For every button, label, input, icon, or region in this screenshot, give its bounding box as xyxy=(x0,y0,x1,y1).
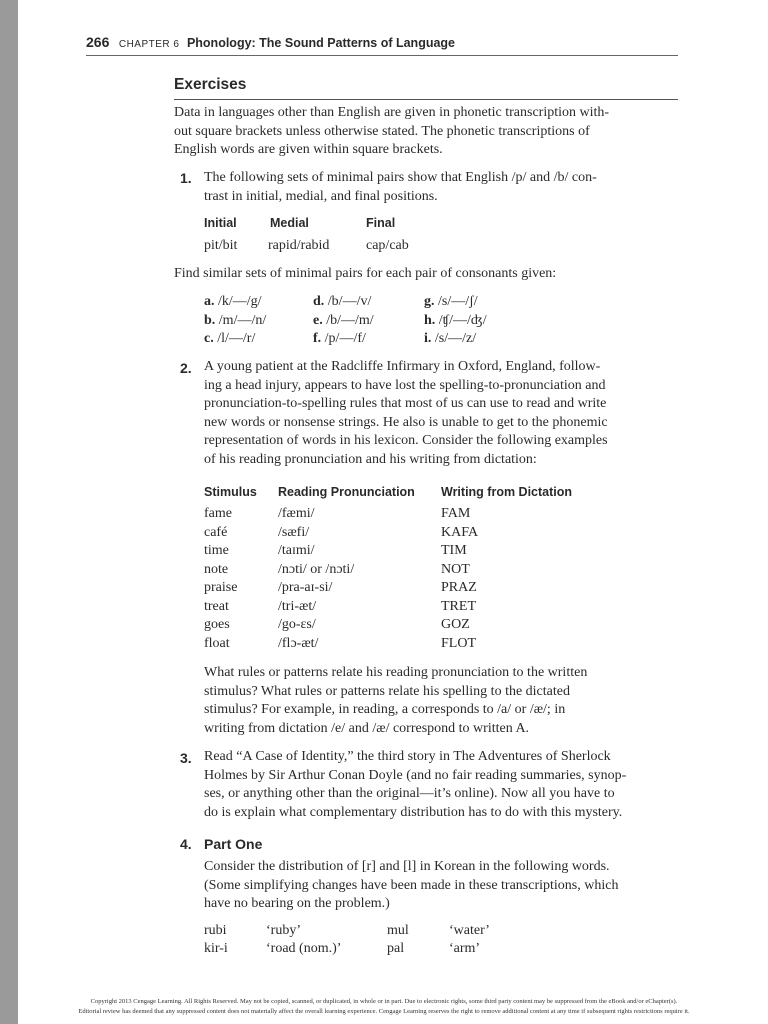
table-cell: PRAZ xyxy=(441,580,477,595)
table-cell: cap/cab xyxy=(366,238,409,253)
pair-label: e. xyxy=(313,313,323,328)
pair-label: f. xyxy=(313,331,322,346)
text-line: A young patient at the Radcliffe Infirmary in Oxford, England, follow- xyxy=(204,359,601,374)
text-line: out square brackets unless otherwise stated. The phonetic transcriptions of xyxy=(174,123,590,139)
pair-item xyxy=(313,294,371,310)
pair-item xyxy=(313,313,374,329)
exercise-3-text xyxy=(204,748,626,822)
text-line: do is explain what complementary distribution has to do with this mystery. xyxy=(204,804,623,820)
pair-value: /s/—/z/ xyxy=(434,331,477,346)
section-rule xyxy=(174,99,678,100)
table-cell: /tri-æt/ xyxy=(278,598,317,614)
table-cell: FAM xyxy=(441,506,471,521)
chapter-label: CHAPTER 6 xyxy=(118,39,180,50)
text-line: pronunciation-to-spelling rules that most of us can use to read and write xyxy=(204,396,607,411)
exercise-number: 4. xyxy=(180,836,192,852)
table-cell: praise xyxy=(204,580,238,595)
pair-label: c. xyxy=(204,331,214,346)
exercise-number: 3. xyxy=(180,750,192,766)
text-line: representation of words in his lexicon. Consider the following examples xyxy=(204,433,608,448)
footer-line: Copyright 2013 Cengage Learning. All Rights Reserved. May not be copied, scanned, or duplicated, in whole or in part. Due to electronic rights, some third party content may be suppressed from the eBook and/or eChapter(s). xyxy=(90,998,678,1005)
instruction-text: Find similar sets of minimal pairs for each pair of consonants given: xyxy=(174,266,557,281)
exercise-number: 2. xyxy=(180,360,192,376)
part-heading: Part One xyxy=(204,836,263,852)
text-line: new words or nonsense strings. He also is unable to get to the phonemic xyxy=(204,414,608,430)
footer-line: Editorial review has deemed that any suppressed content does not materially affect the overall learning experience. Cengage Learning reserves the right to remove additional content at any time if subsequent rights restrictions require it. xyxy=(78,1008,690,1015)
pair-value: /p/—/f/ xyxy=(324,331,366,346)
pair-item xyxy=(424,331,476,347)
table-cell: TRET xyxy=(441,598,476,614)
table-header: Reading Pronunciation xyxy=(278,485,415,499)
copyright-footer xyxy=(0,997,768,1017)
text-line: (Some simplifying changes have been made in these transcriptions, which xyxy=(204,877,619,893)
section-heading: Exercises xyxy=(174,76,247,93)
pair-value: /b/—/v/ xyxy=(327,294,372,309)
table-cell: /fæmi/ xyxy=(278,506,315,521)
pair-item xyxy=(424,294,478,310)
text-line: Consider the distribution of [r] and [l] in Korean in the following words. xyxy=(204,859,610,874)
chapter-title: Phonology: The Sound Patterns of Language xyxy=(186,36,456,50)
table-header: Final xyxy=(366,216,396,230)
text-line: ing a head injury, appears to have lost the spelling-to-pronunciation and xyxy=(204,377,606,393)
text-line: Data in languages other than English are given in phonetic transcription with- xyxy=(174,105,610,120)
exercise-1-text xyxy=(204,169,597,206)
text-line: ses, or anything other than the original—it’s online). Now all you have to xyxy=(204,786,615,801)
text-line: Holmes by Sir Arthur Conan Doyle (and no fair reading summaries, synop- xyxy=(204,767,627,783)
pair-value: /b/—/m/ xyxy=(326,313,374,328)
table-cell: FLOT xyxy=(441,635,476,651)
table-cell: ‘water’ xyxy=(449,923,490,938)
pair-value: /k/—/g/ xyxy=(218,294,262,309)
pair-item xyxy=(313,331,366,347)
text-line: stimulus? For example, in reading, a corresponds to /a/ or /æ/; in xyxy=(204,702,566,717)
pair-label: a. xyxy=(204,294,215,309)
table-cell: note xyxy=(204,561,229,577)
table-cell: /go-ɛs/ xyxy=(278,617,316,632)
table-cell: kir-i xyxy=(204,941,228,956)
table-cell: NOT xyxy=(441,561,470,577)
pair-label: b. xyxy=(204,313,216,328)
pair-value: /l/—/r/ xyxy=(217,331,256,346)
pair-item xyxy=(204,294,262,310)
table-cell: ‘road (nom.)’ xyxy=(266,941,342,956)
pair-value: /ʧ/—/ʤ/ xyxy=(438,313,487,328)
table-cell: rubi xyxy=(204,923,227,938)
text-line: The following sets of minimal pairs show that English /p/ and /b/ con- xyxy=(204,170,597,185)
exercise-2-followup xyxy=(204,664,587,738)
header-rule xyxy=(86,55,678,56)
table-cell: ‘arm’ xyxy=(449,941,481,956)
exercise-2-text xyxy=(204,358,608,469)
pair-label: h. xyxy=(424,313,436,328)
exercise-number: 1. xyxy=(180,170,192,186)
table-cell: ‘ruby’ xyxy=(266,923,301,938)
text-line: Read “A Case of Identity,” the third story in The Adventures of Sherlock xyxy=(204,749,611,764)
table-cell: /flɔ-æt/ xyxy=(278,635,319,651)
table-cell: float xyxy=(204,635,230,651)
table-cell: treat xyxy=(204,598,229,614)
table-cell: time xyxy=(204,543,229,558)
text-line: trast in initial, medial, and final positions. xyxy=(204,188,438,204)
table-cell: mul xyxy=(387,923,409,938)
table-cell: /taɪmi/ xyxy=(278,543,315,558)
pair-value: /s/—/ʃ/ xyxy=(438,294,478,309)
table-cell: TIM xyxy=(441,543,467,558)
table-cell: GOZ xyxy=(441,617,470,632)
table-cell: /nɔti/ or /nɔti/ xyxy=(278,561,355,577)
table-cell: fame xyxy=(204,506,232,521)
pair-item xyxy=(424,313,487,329)
pair-label: i. xyxy=(424,331,432,346)
table-cell: /sæfi/ xyxy=(278,524,310,540)
table-cell: KAFA xyxy=(441,524,479,540)
page-number: 266 xyxy=(86,34,110,50)
intro-paragraph xyxy=(174,104,609,160)
running-head xyxy=(86,34,678,54)
table-header: Initial xyxy=(204,216,237,230)
table-header: Stimulus xyxy=(204,485,257,499)
text-line: have no bearing on the problem.) xyxy=(204,896,390,911)
table-cell: café xyxy=(204,524,228,540)
pair-label: d. xyxy=(313,294,325,309)
pair-value: /m/—/n/ xyxy=(218,313,267,328)
table-cell: rapid/rabid xyxy=(268,238,330,253)
table-cell: /pra-aɪ-si/ xyxy=(278,580,333,595)
table-cell: pit/bit xyxy=(204,238,238,253)
text-line: of his reading pronunciation and his writing from dictation: xyxy=(204,451,537,467)
text-line: stimulus? What rules or patterns relate his spelling to the dictated xyxy=(204,683,570,699)
pair-label: g. xyxy=(424,294,435,309)
text-line: English words are given within square brackets. xyxy=(174,142,443,157)
pair-item xyxy=(204,313,266,329)
table-header: Medial xyxy=(270,216,309,230)
exercise-4-text xyxy=(204,858,618,914)
pair-item xyxy=(204,331,255,347)
text-line: What rules or patterns relate his reading pronunciation to the written xyxy=(204,665,588,680)
page-edge-band xyxy=(0,0,18,1024)
table-cell: pal xyxy=(387,941,405,956)
table-cell: goes xyxy=(204,617,230,632)
table-header: Writing from Dictation xyxy=(441,485,573,499)
text-line: writing from dictation /e/ and /æ/ correspond to written A. xyxy=(204,720,530,736)
